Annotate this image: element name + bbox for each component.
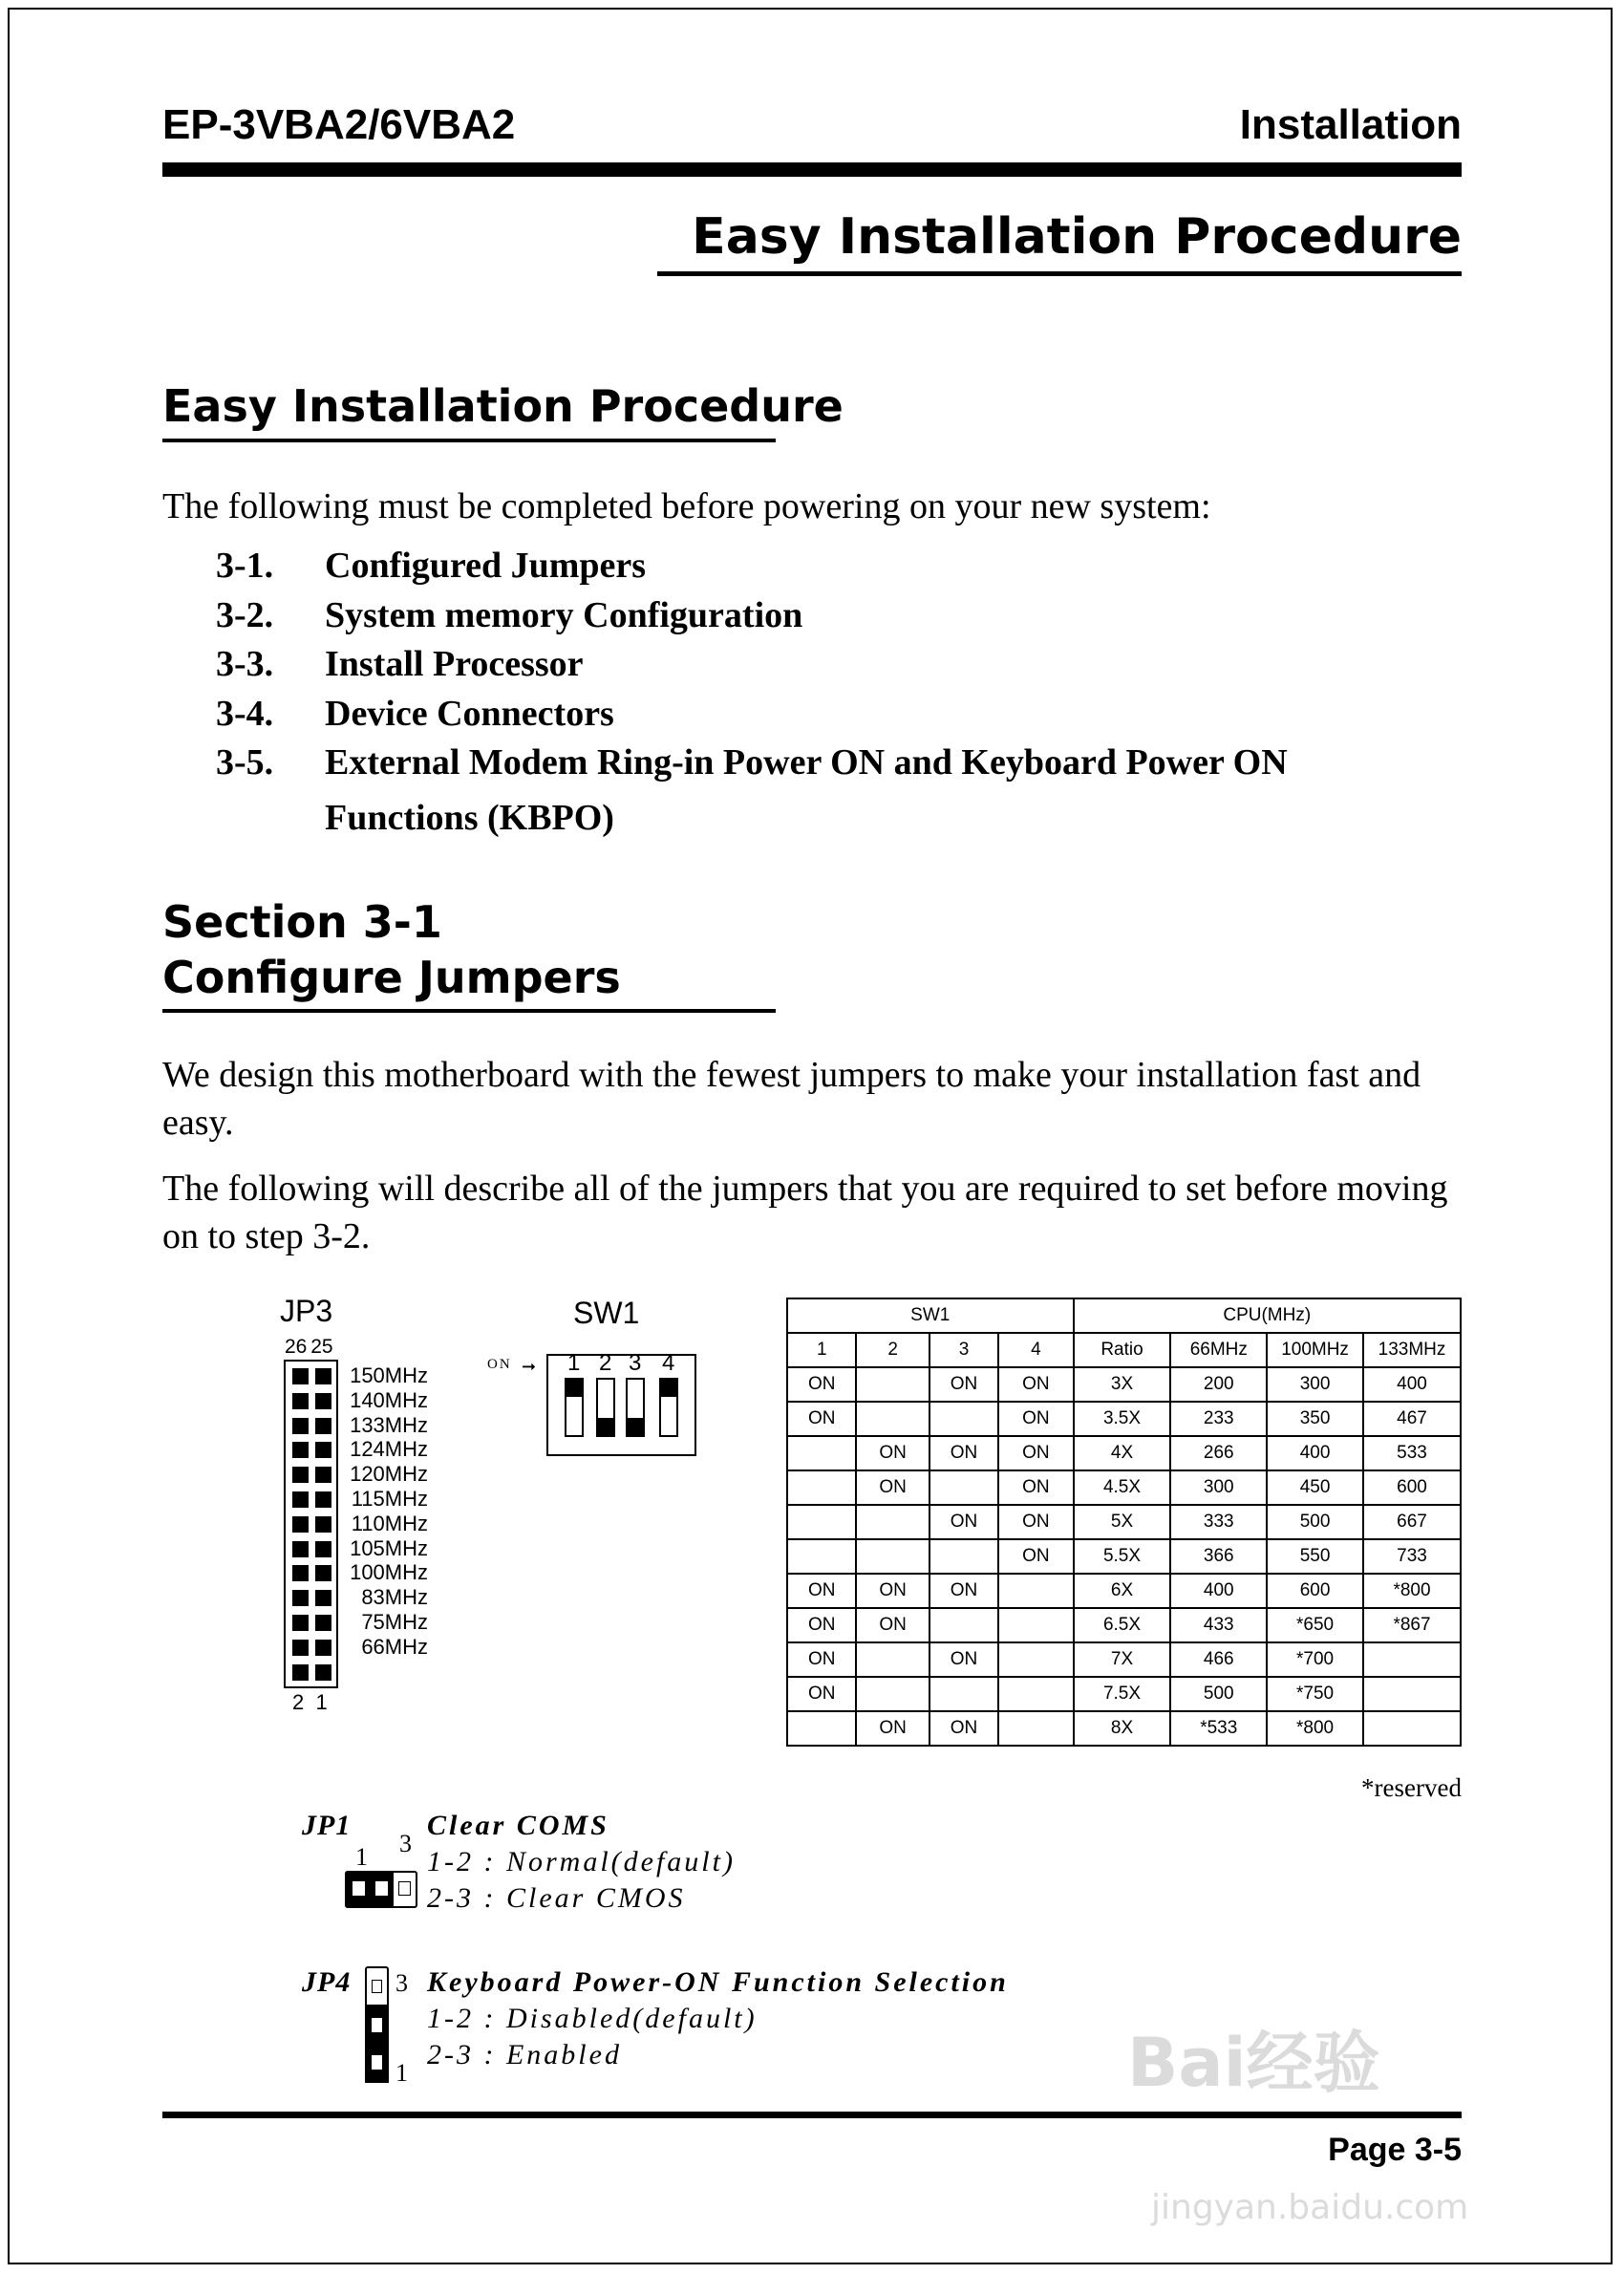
column-header: 1 <box>787 1333 856 1367</box>
table-cell: ON <box>856 1608 929 1642</box>
table-cell: 733 <box>1363 1539 1461 1574</box>
switch-number: 4 <box>662 1350 675 1376</box>
section-3-1-number: Section 3-1 <box>162 896 442 948</box>
jp3-pin <box>315 1590 331 1606</box>
jp3-bottom-pins: 2 1 <box>292 1690 328 1714</box>
jp1-option-1: 1-2 : Normal(default) <box>427 1846 736 1877</box>
jp3-label: JP3 <box>280 1294 333 1328</box>
watermark-logo: Bai经验 <box>1127 2024 1380 2102</box>
column-header: 66MHz <box>1170 1333 1267 1367</box>
step-number: 3-1. <box>216 546 274 586</box>
table-cell <box>930 1539 998 1574</box>
table-cell: 467 <box>1363 1402 1461 1436</box>
jp4-pin <box>372 1980 382 1993</box>
table-cell: 500 <box>1267 1505 1363 1539</box>
jp3-pin <box>315 1541 331 1557</box>
cpu-frequency-table <box>786 1298 1462 1747</box>
jp3-pin <box>315 1418 331 1434</box>
table-cell: 466 <box>1170 1642 1267 1677</box>
step-label: Configured Jumpers <box>325 546 647 586</box>
table-footnote: *reserved <box>1361 1773 1462 1802</box>
table-row <box>787 1367 1461 1402</box>
table-cell: ON <box>930 1505 998 1539</box>
table-cell: ON <box>787 1642 856 1677</box>
table-row <box>787 1505 1461 1539</box>
jp3-pin <box>315 1516 331 1533</box>
table-cell <box>787 1539 856 1574</box>
table-cell: 200 <box>1170 1367 1267 1402</box>
jp4-jumper-cap <box>365 2005 389 2083</box>
table-cell: 300 <box>1267 1367 1363 1402</box>
arrow-right-icon: ➞ <box>522 1357 537 1377</box>
table-cell: ON <box>856 1711 929 1746</box>
section-3-1-underline <box>162 1009 776 1013</box>
table-cell: 7.5X <box>1074 1677 1171 1711</box>
jp3-pin <box>315 1615 331 1631</box>
table-cell <box>787 1470 856 1505</box>
table-cell <box>856 1677 929 1711</box>
jp1-title: Clear COMS <box>427 1810 609 1841</box>
table-row <box>787 1677 1461 1711</box>
jp1-pin-1-label: 1 <box>355 1843 368 1871</box>
jp3-frequency-label: 120MHz <box>350 1462 428 1487</box>
table-row <box>787 1608 1461 1642</box>
step-label: Device Connectors <box>325 694 614 734</box>
footer-rule <box>162 2112 1462 2118</box>
table-cell <box>930 1470 998 1505</box>
jp3-top-pins: 26 25 <box>285 1336 333 1358</box>
step-number: 3-2. <box>216 595 274 635</box>
table-cell: 600 <box>1363 1470 1461 1505</box>
table-cell: ON <box>930 1436 998 1470</box>
jp3-pin <box>292 1442 309 1458</box>
group-header-sw1: SW1 <box>787 1298 1074 1333</box>
jp3-pin <box>292 1491 309 1508</box>
jp1-pin <box>375 1881 388 1896</box>
table-cell: ON <box>856 1574 929 1608</box>
jp3-frequency-label: 110MHz <box>351 1511 428 1535</box>
step-label-continued: Functions (KBPO) <box>325 798 614 838</box>
jp1-option-2: 2-3 : Clear CMOS <box>427 1882 686 1914</box>
step-label: Install Processor <box>325 644 584 684</box>
table-cell <box>1363 1642 1461 1677</box>
table-cell: 6.5X <box>1074 1608 1171 1642</box>
table-cell: 450 <box>1267 1470 1363 1505</box>
table-cell: ON <box>787 1367 856 1402</box>
table-cell <box>1363 1711 1461 1746</box>
jp3-frequency-label: 105MHz <box>350 1535 428 1560</box>
table-cell: 300 <box>1170 1470 1267 1505</box>
jp3-pin <box>292 1640 309 1656</box>
jp3-pin <box>315 1640 331 1656</box>
table-cell: ON <box>787 1402 856 1436</box>
table-row <box>787 1574 1461 1608</box>
table-cell: *533 <box>1170 1711 1267 1746</box>
dip-switch <box>596 1378 615 1437</box>
table-cell: 4.5X <box>1074 1470 1171 1505</box>
table-cell: 5.5X <box>1074 1539 1171 1574</box>
table-cell: ON <box>930 1711 998 1746</box>
table-cell <box>856 1367 929 1402</box>
table-cell: 600 <box>1267 1574 1363 1608</box>
intro-text: The following must be completed before powering on your new system: <box>162 486 1211 526</box>
table-row <box>787 1642 1461 1677</box>
jp1-pin <box>398 1881 411 1896</box>
jp3-pin <box>292 1368 309 1384</box>
jp3-pin <box>292 1541 309 1557</box>
jp3-pin <box>292 1565 309 1581</box>
switch-number: 2 <box>599 1350 612 1376</box>
on-label: ON <box>487 1357 512 1372</box>
jp4-option-1: 1-2 : Disabled(default) <box>427 2003 758 2034</box>
column-header: 2 <box>856 1333 929 1367</box>
table-cell: 4X <box>1074 1436 1171 1470</box>
table-cell: *750 <box>1267 1677 1363 1711</box>
switch-knob <box>566 1380 582 1397</box>
table-cell: ON <box>787 1677 856 1711</box>
jp3-pin <box>315 1491 331 1508</box>
table-cell <box>856 1505 929 1539</box>
table-cell: 3.5X <box>1074 1402 1171 1436</box>
jp3-frequency-label: 66MHz <box>361 1634 428 1659</box>
page-title: Easy Installation Procedure <box>692 208 1462 266</box>
section-3-1-title: Configure Jumpers <box>162 952 621 1003</box>
table-cell <box>856 1642 929 1677</box>
table-cell: 400 <box>1363 1367 1461 1402</box>
table-group-header-row <box>787 1298 1461 1333</box>
jp3-frequency-label: 140MHz <box>350 1387 428 1412</box>
jp3-frequency-label: 124MHz <box>350 1437 428 1462</box>
switch-knob <box>598 1418 613 1435</box>
jp1-pin <box>353 1881 365 1896</box>
step-label: System memory Configuration <box>325 595 803 635</box>
jp3-frequency-label: 115MHz <box>351 1487 428 1511</box>
jp3-pin <box>292 1418 309 1434</box>
table-cell: *867 <box>1363 1608 1461 1642</box>
table-cell: 8X <box>1074 1711 1171 1746</box>
dip-switch <box>565 1378 584 1437</box>
table-cell: 3X <box>1074 1367 1171 1402</box>
table-cell: 400 <box>1170 1574 1267 1608</box>
section-underline <box>162 439 776 442</box>
switch-number: 1 <box>567 1350 581 1376</box>
jp3-frequency-label: 133MHz <box>350 1412 428 1437</box>
table-cell: 400 <box>1267 1436 1363 1470</box>
column-header: Ratio <box>1074 1333 1171 1367</box>
jp4-pin-3-label: 3 <box>395 1969 408 1997</box>
table-cell: ON <box>930 1574 998 1608</box>
table-column-header-row <box>787 1333 1461 1367</box>
table-cell: ON <box>998 1402 1073 1436</box>
table-cell <box>930 1677 998 1711</box>
table-cell: 366 <box>1170 1539 1267 1574</box>
jp3-pin <box>292 1615 309 1631</box>
switch-knob <box>661 1380 676 1397</box>
paragraph-design: We design this motherboard with the fewest jumpers to make your installation fast and easy. <box>162 1055 1421 1143</box>
table-cell <box>930 1402 998 1436</box>
jp3-pin <box>315 1467 331 1483</box>
jp3-pin <box>292 1590 309 1606</box>
table-cell: *700 <box>1267 1642 1363 1677</box>
step-number: 3-4. <box>216 694 274 734</box>
step-label: External Modem Ring-in Power ON and Keyboard Power ON <box>325 742 1288 783</box>
section-heading: Easy Installation Procedure <box>162 380 844 432</box>
jp4-pin <box>372 2018 382 2032</box>
dip-switch <box>626 1378 645 1437</box>
jp3-pin <box>315 1442 331 1458</box>
jp3-pin <box>292 1664 309 1681</box>
table-cell: *800 <box>1267 1711 1363 1746</box>
page-number: Page 3-5 <box>1328 2132 1462 2168</box>
jp3-pin <box>315 1393 331 1409</box>
jp3-frequency-label: 100MHz <box>350 1560 428 1585</box>
table-cell <box>856 1402 929 1436</box>
table-cell <box>1363 1677 1461 1711</box>
jp1-pin-3-label: 3 <box>399 1830 412 1857</box>
table-cell <box>787 1505 856 1539</box>
jp3-pin <box>292 1516 309 1533</box>
header-chapter: Installation <box>1239 101 1462 148</box>
table-cell: ON <box>998 1470 1073 1505</box>
table-cell: 533 <box>1363 1436 1461 1470</box>
table-cell: *650 <box>1267 1608 1363 1642</box>
step-number: 3-3. <box>216 644 274 684</box>
watermark-url: jingyan.baidu.com <box>1151 2188 1469 2227</box>
jp4-title: Keyboard Power-ON Function Selection <box>427 1966 1009 1998</box>
title-underline <box>657 271 1462 276</box>
jp4-pin-1-label: 1 <box>395 2059 408 2087</box>
dip-switch <box>659 1378 678 1437</box>
jp1-label: JP1 <box>302 1810 352 1841</box>
table-cell <box>998 1677 1073 1711</box>
table-cell: 233 <box>1170 1402 1267 1436</box>
table-cell: ON <box>998 1367 1073 1402</box>
column-header: 100MHz <box>1267 1333 1363 1367</box>
table-cell <box>998 1574 1073 1608</box>
table-cell <box>930 1608 998 1642</box>
header-rule <box>162 162 1462 177</box>
table-cell: ON <box>787 1608 856 1642</box>
table-cell: 6X <box>1074 1574 1171 1608</box>
sw1-label: SW1 <box>573 1296 640 1330</box>
table-cell: ON <box>856 1436 929 1470</box>
table-cell: 266 <box>1170 1436 1267 1470</box>
switch-number: 3 <box>629 1350 642 1376</box>
jp3-pin <box>315 1664 331 1681</box>
paragraph-jumpers: The following will describe all of the jumpers that you are required to set before moving on to step 3-2. <box>162 1169 1448 1256</box>
table-cell: 550 <box>1267 1539 1363 1574</box>
table-cell: ON <box>998 1436 1073 1470</box>
table-cell: ON <box>930 1642 998 1677</box>
jp3-pin <box>315 1565 331 1581</box>
table-cell: 7X <box>1074 1642 1171 1677</box>
table-row <box>787 1470 1461 1505</box>
table-cell: *800 <box>1363 1574 1461 1608</box>
table-row <box>787 1711 1461 1746</box>
table-cell <box>998 1642 1073 1677</box>
switch-knob <box>628 1418 643 1435</box>
table-cell <box>856 1539 929 1574</box>
jp3-frequency-label: 75MHz <box>361 1610 428 1634</box>
jp4-option-2: 2-3 : Enabled <box>427 2039 622 2070</box>
table-cell: 500 <box>1170 1677 1267 1711</box>
table-cell <box>787 1711 856 1746</box>
header-model: EP-3VBA2/6VBA2 <box>162 101 516 148</box>
table-cell <box>998 1711 1073 1746</box>
column-header: 4 <box>998 1333 1073 1367</box>
table-cell: 667 <box>1363 1505 1461 1539</box>
table-cell: ON <box>998 1539 1073 1574</box>
jp3-frequency-label: 150MHz <box>350 1363 428 1387</box>
table-cell: ON <box>930 1367 998 1402</box>
jp3-pin <box>315 1368 331 1384</box>
table-cell: 5X <box>1074 1505 1171 1539</box>
table-cell <box>998 1608 1073 1642</box>
table-cell: 433 <box>1170 1608 1267 1642</box>
group-header-cpu: CPU(MHz) <box>1074 1298 1461 1333</box>
step-number: 3-5. <box>216 742 274 783</box>
column-header: 133MHz <box>1363 1333 1461 1367</box>
table-cell: 333 <box>1170 1505 1267 1539</box>
table-row <box>787 1539 1461 1574</box>
jp4-pin <box>372 2055 382 2070</box>
column-header: 3 <box>930 1333 998 1367</box>
jp3-pin <box>292 1393 309 1409</box>
table-row <box>787 1436 1461 1470</box>
jp3-frequency-label: 83MHz <box>361 1585 428 1610</box>
table-row <box>787 1402 1461 1436</box>
table-cell: ON <box>998 1505 1073 1539</box>
table-cell: ON <box>856 1470 929 1505</box>
table-cell: ON <box>787 1574 856 1608</box>
jp3-pin <box>292 1467 309 1483</box>
table-cell: 350 <box>1267 1402 1363 1436</box>
jp4-label: JP4 <box>302 1966 352 1998</box>
table-cell <box>787 1436 856 1470</box>
